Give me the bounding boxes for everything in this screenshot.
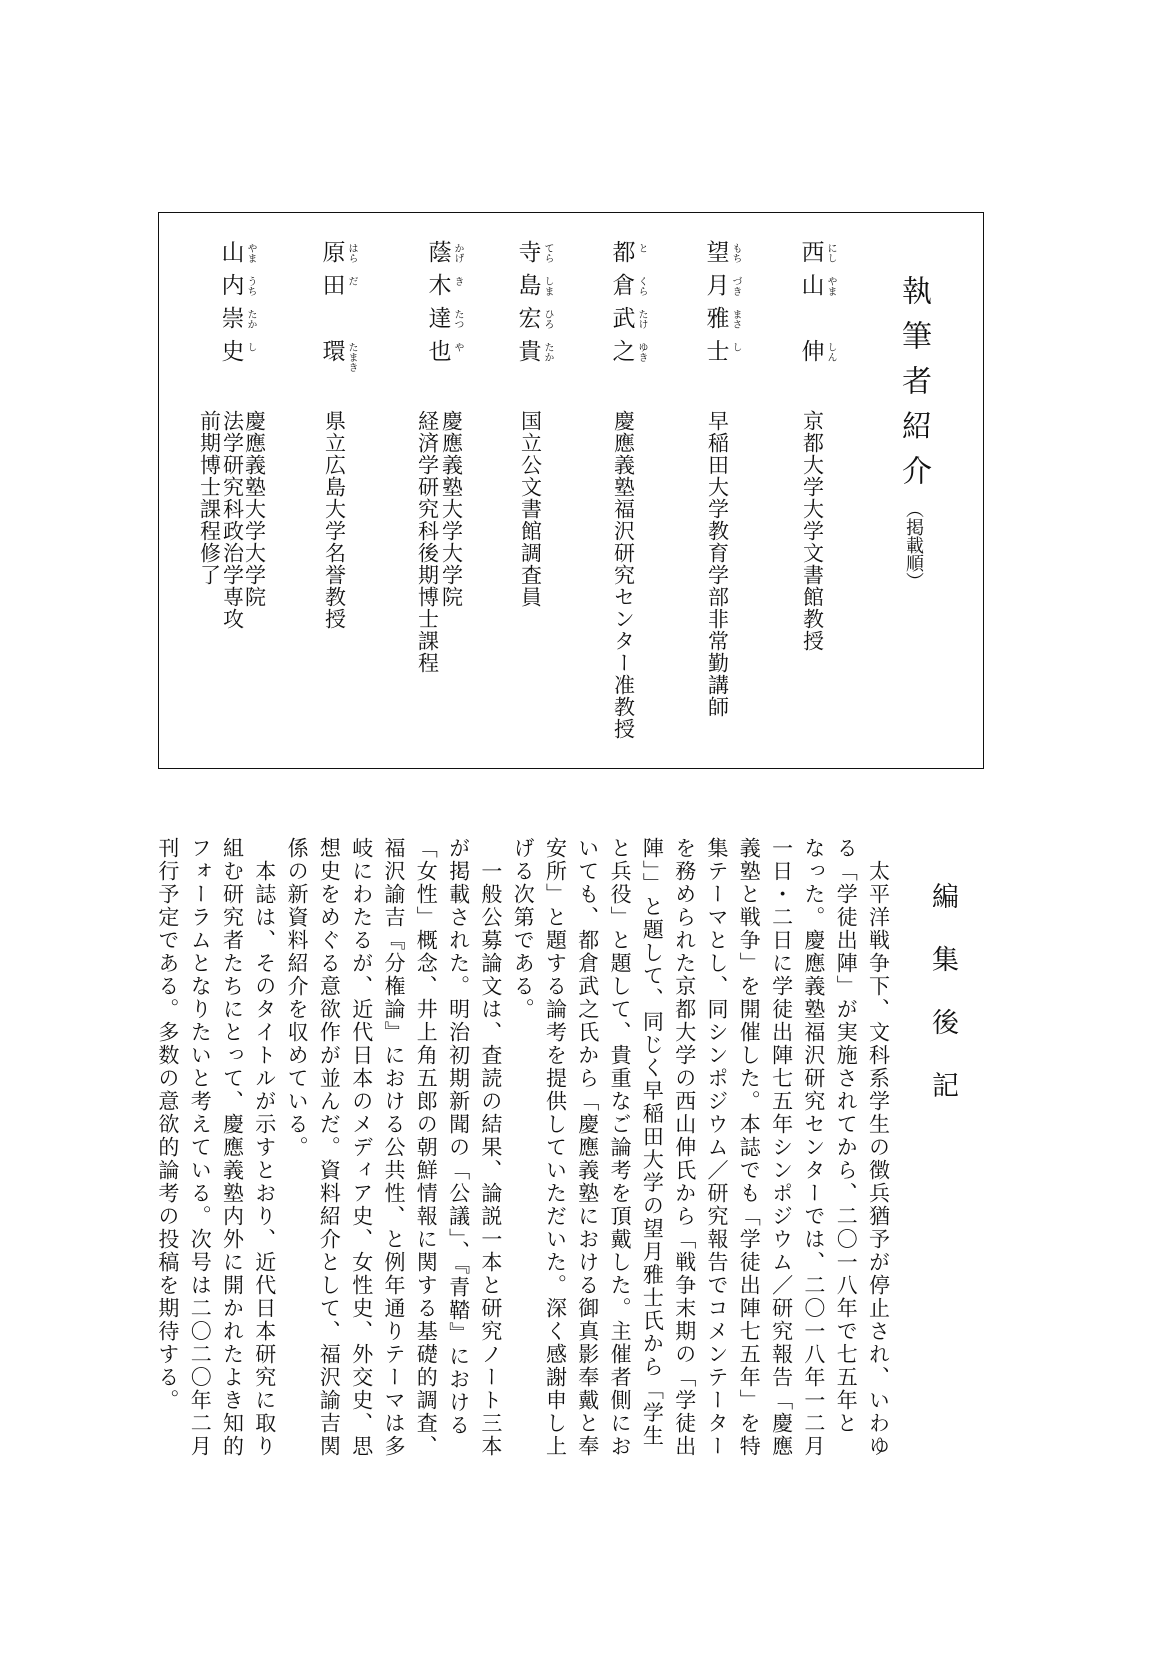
contributor-name-char: 也 [428,339,452,365]
contributor-name-char: 崇 [221,306,245,332]
afterword-line: る「学徒出陣」が実施されてから、二〇一八年で七五年と [834,837,859,1435]
contributor-affiliation: 慶應義塾福沢研究センター准教授 [611,410,636,740]
contributor-name-reading: たか [542,342,553,362]
contributor-name-char: 内 [221,273,245,299]
contributor-name-char: 達 [428,306,452,332]
contributor-name-char: 環 [322,339,346,365]
contributor-name-char: 貴 [518,339,542,365]
contributor-name-char: 島 [518,273,542,299]
contributor-name-char: 伸 [801,339,825,365]
afterword-line: 本誌は、そのタイトルが示すとおり、近代日本研究に取り [252,837,277,1458]
afterword-line: 「女性」概念、井上角五郎の朝鮮情報に関する基礎的調査、 [414,837,439,1458]
contributor-name-reading: や [452,342,463,352]
contributor-name-reading: たつ [452,309,463,329]
contributors-title: 執筆者紹介 [896,275,931,500]
contributors-box [158,212,984,769]
contributor-name-char: 山 [221,240,245,266]
contributor-affiliation: 前期博士課程修了 [197,410,222,586]
afterword-line: フォーラムとなりたいと考えている。次号は二〇二〇年二月 [188,837,213,1458]
contributor-affiliation: 法学研究科政治学専攻 [220,410,245,630]
contributors-order-note: （掲載順） [903,500,924,590]
contributor-name-char: 宏 [518,306,542,332]
contributor-name-char: 寺 [518,240,542,266]
afterword-line: なった。慶應義塾福沢研究センターでは、二〇一八年一二月 [801,837,826,1458]
contributor-name-reading: と [636,243,647,253]
afterword-line: 刊行予定である。多数の意欲的論考の投稿を期待する。 [155,837,180,1412]
contributor-name-reading: てら [542,243,553,263]
afterword-title: 編集後記 [927,882,958,1134]
contributor-name-char: 倉 [612,273,636,299]
afterword-line: 集テーマとし、同シンポジウム／研究報告でコメンテーター [705,837,729,1458]
contributor-name-char: 蔭 [428,240,452,266]
contributor-name-char: 士 [706,339,730,365]
afterword-line: と兵役」と題して、貴重なご論考を頂戴した。主催者側にお [608,837,633,1458]
afterword-line: を務められた京都大学の西山伸氏から「戦争末期の「学徒出 [672,837,697,1458]
afterword-line: 福沢諭吉『分権論』における公共性、と例年通りテーマは多 [382,837,406,1458]
contributor-affiliation: 早稲田大学教育学部非常勤講師 [705,410,730,718]
contributor-name-reading: しん [825,342,836,362]
contributor-name-char: 史 [221,339,245,365]
afterword-line: 係の新資料紹介を収めている。 [285,837,310,1159]
afterword-line: 組む研究者たちにとって、慶應義塾内外に開かれたよき知的 [220,837,245,1458]
contributor-name-reading: やま [245,243,256,263]
contributor-name-reading: もち [730,243,741,263]
contributor-name-reading: き [452,276,463,286]
contributor-name-char: 田 [322,273,346,299]
contributor-name-reading: にし [825,243,836,263]
contributor-name-char: 雅 [706,306,730,332]
contributor-name-reading: ゆき [636,342,647,362]
afterword-line: 一日・二日に学徒出陣七五年シンポジウム／研究報告「慶應 [769,837,794,1458]
contributor-affiliation: 県立広島大学名誉教授 [322,410,347,630]
afterword-line: げる次第である。 [511,837,536,1021]
contributor-name-reading: だ [346,276,357,286]
contributor-name-reading: うち [245,276,256,296]
contributor-affiliation: 慶應義塾大学大学院 [242,410,267,608]
afterword-line: 岐にわたるが、近代日本のメディア史、女性史、外交史、思 [349,837,374,1458]
contributor-name-char: 月 [706,273,730,299]
contributor-name-char: 之 [612,339,636,365]
afterword-line: 陣」」と題して、同じく早稲田大学の望月雅士氏から「学生 [640,837,665,1448]
contributor-name-reading: たまき [346,342,357,372]
afterword-line: いても、都倉武之氏から「慶應義塾における御真影奉戴と奉 [575,837,600,1458]
contributor-name-reading: し [245,342,256,352]
contributor-name-reading: まさ [730,309,741,329]
contributor-name-char: 木 [428,273,452,299]
contributor-affiliation: 国立公文書館調査員 [518,410,543,608]
contributor-affiliation: 慶應義塾大学大学院 [439,410,464,608]
contributor-name-char: 望 [706,240,730,266]
contributor-name-reading: くら [636,276,647,296]
afterword-line: 義塾と戦争」を開催した。本誌でも「学徒出陣七五年」を特 [737,837,762,1458]
contributor-name-reading: ひろ [542,309,553,329]
contributor-name-reading: づき [730,276,741,296]
contributor-name-reading: たか [245,309,256,329]
contributor-affiliation: 経済学研究科後期博士課程 [415,410,440,674]
contributor-name-reading: しま [542,276,553,296]
afterword-line: 安所」と題する論考を提供していただいた。深く感謝申し上 [543,837,568,1458]
afterword-line: 一般公募論文は、査読の結果、論説一本と研究ノート三本 [478,837,503,1458]
afterword-line: 太平洋戦争下、文科系学生の徴兵猶予が停止され、いわゆ [866,837,891,1458]
contributor-affiliation: 京都大学大学文書館教授 [800,410,825,652]
contributor-name-char: 西 [801,240,825,266]
contributor-name-char: 武 [612,306,636,332]
contributor-name-reading: はら [346,243,357,263]
contributor-name-reading: し [730,342,741,352]
contributor-name-char: 都 [612,240,636,266]
contributor-name-reading: やま [825,276,836,296]
contributor-name-char: 山 [801,273,825,299]
afterword-line: が掲載された。明治初期新聞の「公議」、『青鞜』における [446,837,471,1437]
contributor-name-reading: たけ [636,309,647,329]
contributor-name-char: 原 [322,240,346,266]
afterword-line: 想史をめぐる意欲作が並んだ。資料紹介として、福沢諭吉関 [317,837,342,1458]
contributor-name-reading: かげ [452,243,463,263]
